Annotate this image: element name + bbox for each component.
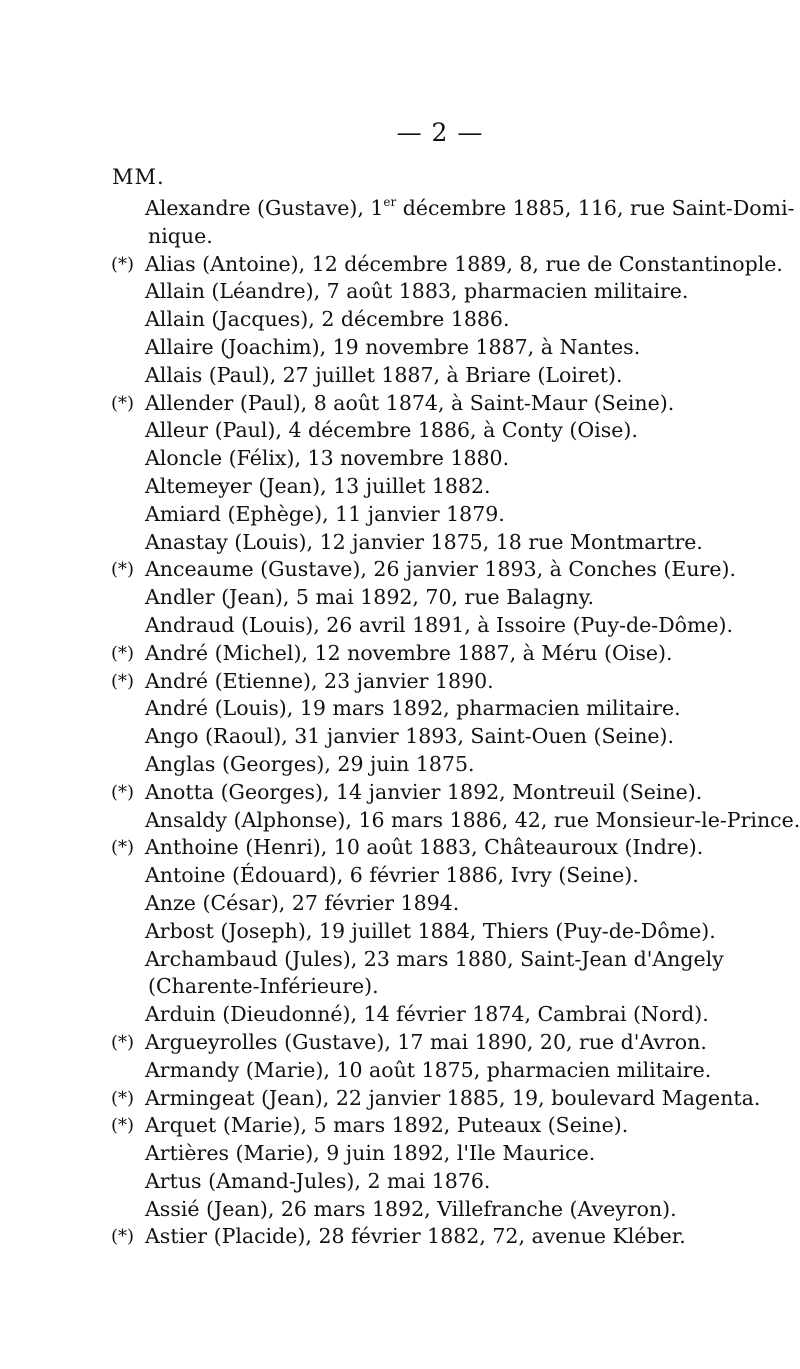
- entry-text: André (Etienne), 23 janvier 1890.: [145, 668, 494, 693]
- list-item: [0, 1223, 785, 1251]
- list-item: [0, 556, 785, 584]
- entry-list: [0, 195, 800, 1251]
- asterisk-marker: (*): [111, 1226, 135, 1248]
- list-item: [0, 195, 795, 251]
- entry-text: Allain (Léandre), 7 août 1883, pharmacien militaire.: [145, 279, 689, 304]
- list-item: [0, 946, 785, 1002]
- list-item: [0, 278, 785, 306]
- list-item: [0, 251, 785, 279]
- list-item: [0, 1168, 785, 1196]
- asterisk-marker: (*): [111, 781, 135, 803]
- entry-text: Ansaldy (Alphonse), 16 mars 1886, 42, rue Monsieur-le-Prince.: [145, 807, 800, 832]
- entry-text: Armandy (Marie), 10 août 1875, pharmacien militaire.: [145, 1057, 712, 1082]
- list-item: [0, 473, 785, 501]
- list-item: [0, 1029, 785, 1057]
- asterisk-marker: (*): [111, 392, 135, 414]
- entry-text: Andraud (Louis), 26 avril 1891, à Issoire (Puy-de-Dôme).: [145, 612, 734, 637]
- entry-text: Andler (Jean), 5 mai 1892, 70, rue Balagny.: [145, 585, 594, 610]
- entry-text: Armingeat (Jean), 22 janvier 1885, 19, boulevard Magenta.: [145, 1085, 761, 1110]
- list-item: [0, 417, 785, 445]
- entry-text: Artières (Marie), 9 juin 1892, l'Ile Maurice.: [145, 1141, 596, 1166]
- entry-text: Anastay (Louis), 12 janvier 1875, 18 rue Montmartre.: [145, 529, 703, 554]
- asterisk-marker: (*): [111, 253, 135, 275]
- list-item: [0, 1140, 785, 1168]
- list-item: [0, 1085, 785, 1113]
- entry-text: Anthoine (Henri), 10 août 1883, Châteauroux (Indre).: [145, 835, 704, 860]
- entry-text: Ango (Raoul), 31 janvier 1893, Saint-Ouen (Seine).: [145, 724, 675, 749]
- ordinal-superscript: er: [383, 195, 397, 209]
- asterisk-marker: (*): [111, 559, 135, 581]
- list-item: [0, 1112, 785, 1140]
- list-item: [0, 584, 785, 612]
- list-item: [0, 668, 785, 696]
- entry-text: Amiard (Ephège), 11 janvier 1879.: [145, 501, 505, 526]
- list-item: [0, 723, 785, 751]
- list-item: [0, 445, 785, 473]
- entry-continuation: (Charente-Inférieure).: [148, 974, 379, 999]
- list-item: [0, 890, 785, 918]
- list-item: [0, 529, 785, 557]
- entry-text: Aloncle (Félix), 13 novembre 1880.: [145, 446, 510, 471]
- entry-text: Allender (Paul), 8 août 1874, à Saint-Maur (Seine).: [145, 390, 675, 415]
- entry-text: Alias (Antoine), 12 décembre 1889, 8, rue de Constantinople.: [145, 251, 783, 276]
- list-item: [0, 918, 785, 946]
- entry-text: Anglas (Georges), 29 juin 1875.: [145, 751, 475, 776]
- list-item: [0, 1057, 785, 1085]
- entry-text: Alexandre (Gustave), 1: [145, 196, 384, 220]
- asterisk-marker: (*): [111, 1115, 135, 1137]
- asterisk-marker: (*): [111, 642, 135, 664]
- list-item: [0, 390, 785, 418]
- asterisk-marker: (*): [111, 1087, 135, 1109]
- list-item: [0, 640, 785, 668]
- entry-text: André (Michel), 12 novembre 1887, à Méru (Oise).: [145, 640, 673, 665]
- entry-text: décembre 1885, 116, rue Saint-Domi-: [396, 196, 795, 220]
- entry-text: Anceaume (Gustave), 26 janvier 1893, à Conches (Eure).: [145, 557, 737, 582]
- entry-text: Assié (Jean), 26 mars 1892, Villefranche (Aveyron).: [145, 1196, 677, 1221]
- page-number: — 2 —: [396, 118, 484, 147]
- list-item: [0, 779, 785, 807]
- entry-text: Arbost (Joseph), 19 juillet 1884, Thiers (Puy-de-Dôme).: [145, 918, 716, 943]
- entry-text: Artus (Amand-Jules), 2 mai 1876.: [145, 1168, 491, 1193]
- list-item: [0, 834, 785, 862]
- list-item: [0, 1001, 785, 1029]
- list-item: [0, 695, 785, 723]
- entry-continuation: nique.: [148, 223, 213, 248]
- asterisk-marker: (*): [111, 837, 135, 859]
- entry-text: Altemeyer (Jean), 13 juillet 1882.: [145, 473, 491, 498]
- entry-text: André (Louis), 19 mars 1892, pharmacien militaire.: [145, 696, 681, 721]
- list-item: [0, 334, 785, 362]
- asterisk-marker: (*): [111, 1031, 135, 1053]
- entry-text: Alleur (Paul), 4 décembre 1886, à Conty (Oise).: [145, 418, 638, 443]
- list-item: [0, 751, 785, 779]
- asterisk-marker: (*): [111, 670, 135, 692]
- list-item: [0, 612, 785, 640]
- list-item: [0, 306, 785, 334]
- list-item: [0, 807, 800, 835]
- entry-text: Astier (Placide), 28 février 1882, 72, avenue Kléber.: [145, 1224, 686, 1249]
- entry-text: Allain (Jacques), 2 décembre 1886.: [145, 307, 510, 332]
- salutation: MM.: [112, 165, 165, 189]
- list-item: [0, 501, 785, 529]
- entry-text: Arduin (Dieudonné), 14 février 1874, Cambrai (Nord).: [145, 1002, 709, 1027]
- list-item: [0, 362, 785, 390]
- list-item: [0, 1196, 785, 1224]
- entry-text: Archambaud (Jules), 23 mars 1880, Saint-Jean d'Angely: [145, 946, 724, 971]
- entry-text: Argueyrolles (Gustave), 17 mai 1890, 20, rue d'Avron.: [145, 1029, 707, 1054]
- entry-text: Antoine (Édouard), 6 février 1886, Ivry (Seine).: [145, 863, 639, 888]
- entry-text: Allais (Paul), 27 juillet 1887, à Briare (Loiret).: [145, 362, 623, 387]
- entry-text: Allaire (Joachim), 19 novembre 1887, à Nantes.: [145, 334, 641, 359]
- entry-text: Anotta (Georges), 14 janvier 1892, Montreuil (Seine).: [145, 779, 703, 804]
- entry-text: Arquet (Marie), 5 mars 1892, Puteaux (Seine).: [145, 1113, 629, 1138]
- entry-text: Anze (César), 27 février 1894.: [145, 890, 460, 915]
- list-item: [0, 862, 785, 890]
